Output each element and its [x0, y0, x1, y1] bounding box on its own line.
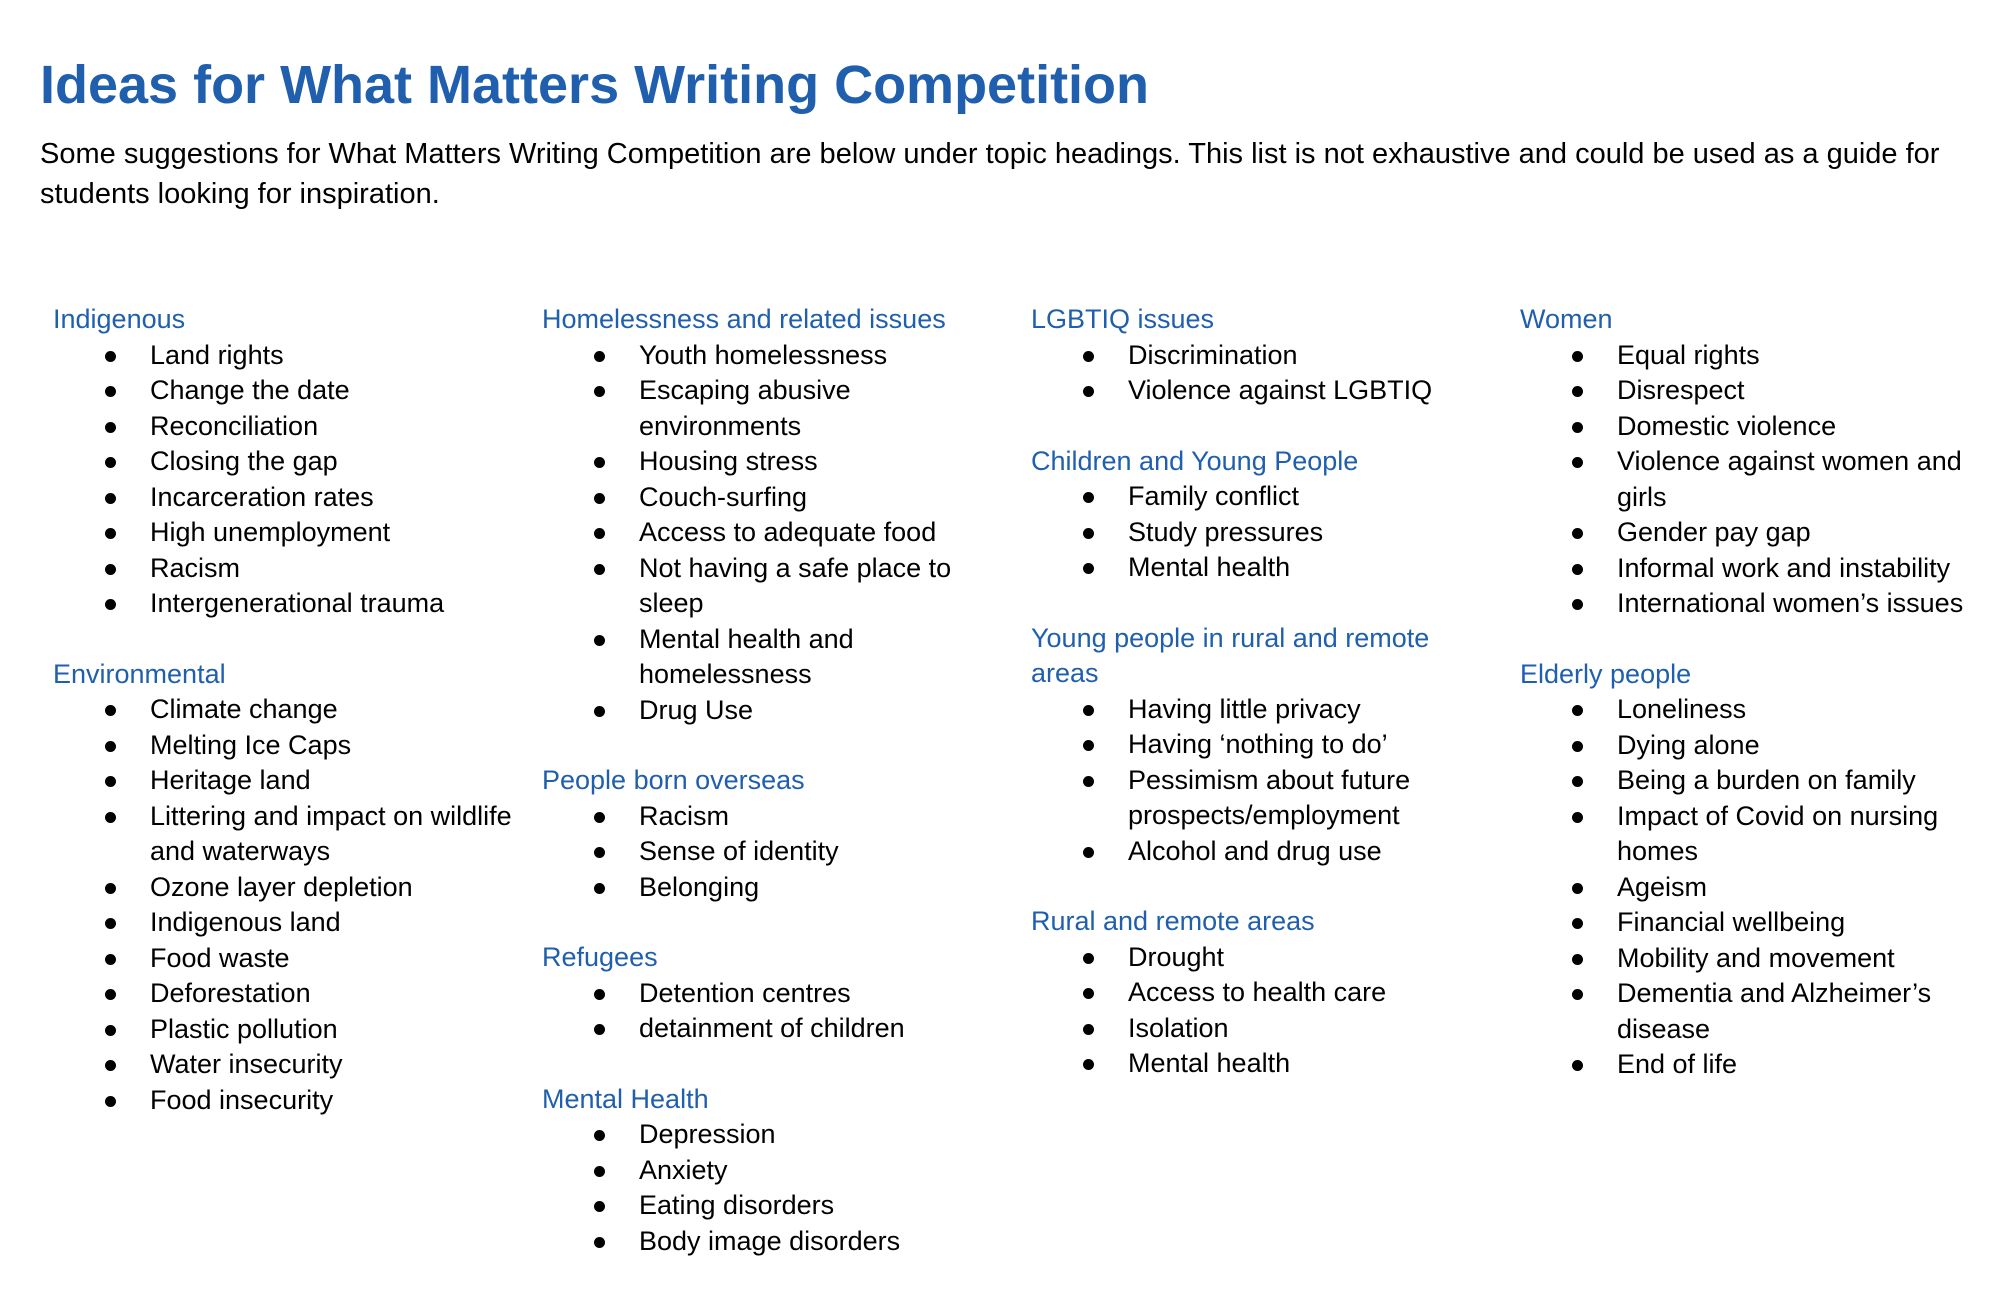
- bullet-list: [1031, 479, 1501, 586]
- list-item: [1520, 799, 1990, 870]
- bullet-list: [1520, 692, 1990, 1083]
- list-item: [1520, 728, 1990, 764]
- list-item: [1031, 940, 1501, 976]
- list-item: [1520, 551, 1990, 587]
- bullet-icon: [1083, 492, 1094, 503]
- section-heading: Indigenous: [53, 304, 186, 334]
- list-item: [53, 480, 523, 516]
- list-item-text: Body image disorders: [639, 1225, 901, 1256]
- list-item: [53, 373, 523, 409]
- list-item: [1031, 1046, 1501, 1082]
- bullet-icon: [594, 812, 605, 823]
- list-item: [1520, 692, 1990, 728]
- list-item: [1520, 373, 1990, 409]
- list-item-text: detainment of children: [639, 1013, 905, 1043]
- list-item-text: Deforestation: [150, 978, 311, 1008]
- bullet-icon: [1083, 563, 1094, 574]
- section-heading: Mental Health: [542, 1083, 709, 1114]
- section-heading: Environmental: [53, 658, 226, 689]
- bullet-list: [53, 692, 523, 1118]
- bullet-icon: [594, 883, 605, 894]
- list-item-text: Racism: [150, 552, 241, 583]
- page-title: Ideas for What Matters Writing Competition: [40, 55, 1150, 115]
- bullet-list: [542, 976, 1012, 1047]
- list-item: [1031, 550, 1501, 586]
- list-item-text: Domestic violence: [1617, 410, 1837, 441]
- bullet-icon: [105, 1096, 116, 1107]
- bullet-icon: [105, 989, 116, 1000]
- bullet-icon: [594, 493, 605, 504]
- topic-column-4: [1520, 302, 1990, 1118]
- list-item-text: Equal rights: [1617, 339, 1760, 370]
- list-item-text: Climate change: [150, 694, 338, 724]
- list-item-text: Reconciliation: [150, 410, 319, 441]
- list-item-text: Food waste: [150, 942, 290, 973]
- list-item-text: Belonging: [639, 871, 760, 902]
- list-item-text: Intergenerational trauma: [150, 588, 445, 618]
- bullet-icon: [105, 776, 116, 787]
- bullet-icon: [1572, 918, 1583, 929]
- section-heading: Elderly people: [1520, 658, 1692, 689]
- bullet-icon: [1083, 740, 1094, 751]
- list-item: [53, 1047, 523, 1083]
- bullet-list: [1031, 692, 1501, 870]
- list-item: [1031, 338, 1501, 374]
- bullet-icon: [105, 705, 116, 716]
- list-item: [542, 1011, 1012, 1047]
- bullet-icon: [1083, 1059, 1094, 1070]
- bullet-icon: [105, 741, 116, 752]
- bullet-icon: [1572, 1060, 1583, 1071]
- list-item: [542, 693, 1012, 729]
- topic-section-women: [1520, 302, 1990, 622]
- bullet-icon: [1572, 422, 1583, 433]
- topic-section-young-people-in-rural-and-remote-areas: [1031, 621, 1501, 870]
- section-heading: LGBTIQ issues: [1031, 304, 1215, 334]
- list-item-text: Detention centres: [639, 977, 851, 1008]
- list-item: [542, 515, 1012, 551]
- bullet-icon: [1083, 776, 1094, 787]
- list-item: [53, 941, 523, 977]
- bullet-list: [1031, 940, 1501, 1082]
- bullet-icon: [105, 1060, 116, 1071]
- section-heading: Rural and remote areas: [1031, 906, 1315, 936]
- topic-section-homelessness-and-related-issues: [542, 302, 1012, 728]
- list-item-text: Loneliness: [1617, 694, 1747, 724]
- list-item: [1520, 444, 1990, 515]
- bullet-icon: [594, 351, 605, 362]
- bullet-list: [542, 799, 1012, 906]
- list-item-text: Ozone layer depletion: [150, 871, 413, 902]
- list-item-text: Mental health: [1128, 1048, 1291, 1078]
- bullet-icon: [105, 1025, 116, 1036]
- list-item-text: Dementia and Alzheimer’s disease: [1617, 978, 1932, 1044]
- topic-column-2: [542, 302, 1012, 1294]
- list-item: [1520, 763, 1990, 799]
- list-item: [542, 551, 1012, 622]
- list-item-text: Financial wellbeing: [1617, 907, 1846, 937]
- list-item-text: Anxiety: [639, 1154, 728, 1185]
- bullet-icon: [1572, 599, 1583, 610]
- list-item-text: Incarceration rates: [150, 481, 374, 512]
- bullet-icon: [1572, 776, 1583, 787]
- bullet-icon: [105, 457, 116, 468]
- list-item-text: Gender pay gap: [1617, 517, 1811, 547]
- list-item: [1520, 905, 1990, 941]
- list-item-text: Drug Use: [639, 694, 754, 725]
- list-item-text: Having ‘nothing to do’: [1128, 729, 1388, 759]
- bullet-icon: [594, 1237, 605, 1248]
- bullet-icon: [1572, 883, 1583, 894]
- bullet-icon: [105, 883, 116, 894]
- bullet-icon: [105, 599, 116, 610]
- list-item-text: High unemployment: [150, 517, 391, 547]
- list-item: [53, 515, 523, 551]
- list-item: [542, 1224, 1012, 1260]
- list-item-text: Mobility and movement: [1617, 942, 1895, 973]
- list-item-text: Escaping abusive environments: [639, 375, 851, 441]
- list-item-text: Indigenous land: [150, 907, 341, 937]
- list-item-text: Disrespect: [1617, 375, 1745, 405]
- topic-column-1: [53, 302, 523, 1153]
- list-item-text: Littering and impact on wildlife and waterways: [150, 800, 512, 866]
- list-item-text: Study pressures: [1128, 516, 1324, 547]
- bullet-icon: [105, 386, 116, 397]
- list-item-text: Violence against LGBTIQ: [1128, 375, 1433, 405]
- list-item-text: International women’s issues: [1617, 588, 1964, 618]
- topic-section-refugees: [542, 940, 1012, 1047]
- bullet-icon: [105, 528, 116, 539]
- list-item: [542, 834, 1012, 870]
- bullet-icon: [1572, 812, 1583, 823]
- list-item: [53, 586, 523, 622]
- list-item-text: Eating disorders: [639, 1190, 835, 1220]
- bullet-list: [1520, 338, 1990, 622]
- list-item: [542, 976, 1012, 1012]
- bullet-icon: [105, 954, 116, 965]
- bullet-icon: [594, 386, 605, 397]
- list-item: [53, 1012, 523, 1048]
- list-item: [1520, 1047, 1990, 1083]
- list-item-text: Alcohol and drug use: [1128, 835, 1382, 866]
- list-item-text: Housing stress: [639, 446, 818, 476]
- bullet-icon: [1083, 847, 1094, 858]
- list-item: [542, 870, 1012, 906]
- list-item-text: Racism: [639, 800, 730, 831]
- list-item: [53, 338, 523, 374]
- list-item: [1031, 515, 1501, 551]
- list-item: [1031, 975, 1501, 1011]
- list-item-text: Ageism: [1617, 871, 1708, 902]
- list-item: [53, 1083, 523, 1119]
- bullet-icon: [594, 635, 605, 646]
- bullet-list: [542, 1117, 1012, 1259]
- list-item-text: Melting Ice Caps: [150, 729, 352, 760]
- list-item: [1520, 976, 1990, 1047]
- bullet-icon: [105, 812, 116, 823]
- section-heading: Refugees: [542, 942, 658, 972]
- topic-section-people-born-overseas: [542, 763, 1012, 905]
- list-item-text: End of life: [1617, 1049, 1738, 1079]
- list-item-text: Plastic pollution: [150, 1013, 338, 1044]
- section-heading: Children and Young People: [1031, 445, 1359, 476]
- list-item-text: Access to adequate food: [639, 517, 937, 547]
- list-item-text: Sense of identity: [639, 836, 839, 866]
- bullet-list: [542, 338, 1012, 729]
- list-item-text: Mental health: [1128, 552, 1291, 582]
- list-item: [542, 373, 1012, 444]
- list-item-text: Depression: [639, 1119, 776, 1149]
- bullet-icon: [594, 1130, 605, 1141]
- bullet-list: [53, 338, 523, 622]
- list-item: [542, 799, 1012, 835]
- list-item: [1520, 515, 1990, 551]
- list-item: [1031, 727, 1501, 763]
- list-item: [53, 905, 523, 941]
- bullet-icon: [1572, 351, 1583, 362]
- bullet-icon: [594, 847, 605, 858]
- bullet-icon: [1083, 953, 1094, 964]
- bullet-icon: [594, 1166, 605, 1177]
- list-item-text: Being a burden on family: [1617, 765, 1916, 795]
- list-item-text: Land rights: [150, 339, 284, 370]
- list-item-text: Change the date: [150, 375, 350, 405]
- list-item: [53, 976, 523, 1012]
- list-item: [53, 409, 523, 445]
- list-item: [1520, 941, 1990, 977]
- list-item-text: Drought: [1128, 941, 1225, 972]
- topic-section-rural-and-remote-areas: [1031, 904, 1501, 1082]
- list-item: [1031, 763, 1501, 834]
- bullet-icon: [1083, 351, 1094, 362]
- list-item: [542, 1188, 1012, 1224]
- bullet-icon: [105, 493, 116, 504]
- bullet-icon: [1572, 457, 1583, 468]
- bullet-icon: [1572, 386, 1583, 397]
- bullet-icon: [594, 564, 605, 575]
- bullet-icon: [105, 918, 116, 929]
- list-item-text: Violence against women and girls: [1617, 446, 1962, 512]
- bullet-icon: [1572, 564, 1583, 575]
- section-heading: Homelessness and related issues: [542, 304, 946, 334]
- list-item-text: Dying alone: [1617, 729, 1760, 760]
- list-item: [542, 1153, 1012, 1189]
- list-item: [1031, 692, 1501, 728]
- list-item: [1031, 834, 1501, 870]
- list-item-text: Closing the gap: [150, 446, 338, 476]
- bullet-icon: [105, 564, 116, 575]
- list-item: [53, 692, 523, 728]
- list-item-text: Not having a safe place to sleep: [639, 552, 952, 618]
- list-item: [1031, 1011, 1501, 1047]
- bullet-icon: [1083, 528, 1094, 539]
- list-item-text: Pessimism about future prospects/employment: [1128, 764, 1411, 830]
- bullet-icon: [1572, 741, 1583, 752]
- section-heading: People born overseas: [542, 765, 805, 795]
- bullet-icon: [1083, 988, 1094, 999]
- bullet-icon: [1083, 1024, 1094, 1035]
- bullet-icon: [1572, 705, 1583, 716]
- list-item-text: Couch-surfing: [639, 481, 808, 512]
- bullet-icon: [1572, 954, 1583, 965]
- list-item: [1520, 870, 1990, 906]
- topic-section-indigenous: [53, 302, 523, 622]
- topic-section-lgbtiq-issues: [1031, 302, 1501, 409]
- list-item: [53, 444, 523, 480]
- topic-section-children-and-young-people: [1031, 444, 1501, 586]
- list-item: [1520, 586, 1990, 622]
- section-heading: Women: [1520, 304, 1613, 334]
- list-item-text: Heritage land: [150, 765, 311, 795]
- list-item-text: Youth homelessness: [639, 339, 888, 370]
- list-item-text: Isolation: [1128, 1012, 1229, 1043]
- bullet-icon: [594, 1201, 605, 1212]
- list-item: [53, 728, 523, 764]
- list-item: [542, 338, 1012, 374]
- list-item: [53, 763, 523, 799]
- list-item-text: Family conflict: [1128, 481, 1300, 511]
- list-item-text: Food insecurity: [150, 1084, 334, 1115]
- list-item: [1031, 479, 1501, 515]
- list-item-text: Impact of Covid on nursing homes: [1617, 800, 1939, 866]
- bullet-icon: [594, 989, 605, 1000]
- topic-section-mental-health: [542, 1082, 1012, 1260]
- bullet-icon: [1083, 386, 1094, 397]
- bullet-list: [1031, 338, 1501, 409]
- bullet-icon: [105, 422, 116, 433]
- bullet-icon: [1083, 705, 1094, 716]
- list-item: [542, 622, 1012, 693]
- list-item: [53, 551, 523, 587]
- bullet-icon: [594, 528, 605, 539]
- list-item-text: Access to health care: [1128, 977, 1387, 1007]
- list-item-text: Mental health and homelessness: [639, 623, 854, 689]
- topic-section-elderly-people: [1520, 657, 1990, 1083]
- bullet-icon: [594, 1024, 605, 1035]
- section-heading: Young people in rural and remote areas: [1031, 622, 1430, 688]
- list-item: [1520, 338, 1990, 374]
- list-item: [53, 870, 523, 906]
- topic-section-environmental: [53, 657, 523, 1119]
- list-item: [1031, 373, 1501, 409]
- intro-paragraph: Some suggestions for What Matters Writing Competition are below under topic headings. This list is not exhaustive and could be used as a guide for students looking for inspiration.: [40, 138, 1940, 210]
- list-item: [542, 480, 1012, 516]
- list-item-text: Informal work and instability: [1617, 552, 1951, 583]
- list-item-text: Water insecurity: [150, 1049, 343, 1079]
- bullet-icon: [594, 706, 605, 717]
- bullet-icon: [1572, 989, 1583, 1000]
- bullet-icon: [594, 457, 605, 468]
- topic-column-3: [1031, 302, 1501, 1117]
- list-item: [542, 444, 1012, 480]
- list-item: [1520, 409, 1990, 445]
- list-item: [542, 1117, 1012, 1153]
- bullet-icon: [105, 351, 116, 362]
- list-item-text: Discrimination: [1128, 339, 1298, 370]
- list-item: [53, 799, 523, 870]
- list-item-text: Having little privacy: [1128, 693, 1361, 724]
- bullet-icon: [1572, 528, 1583, 539]
